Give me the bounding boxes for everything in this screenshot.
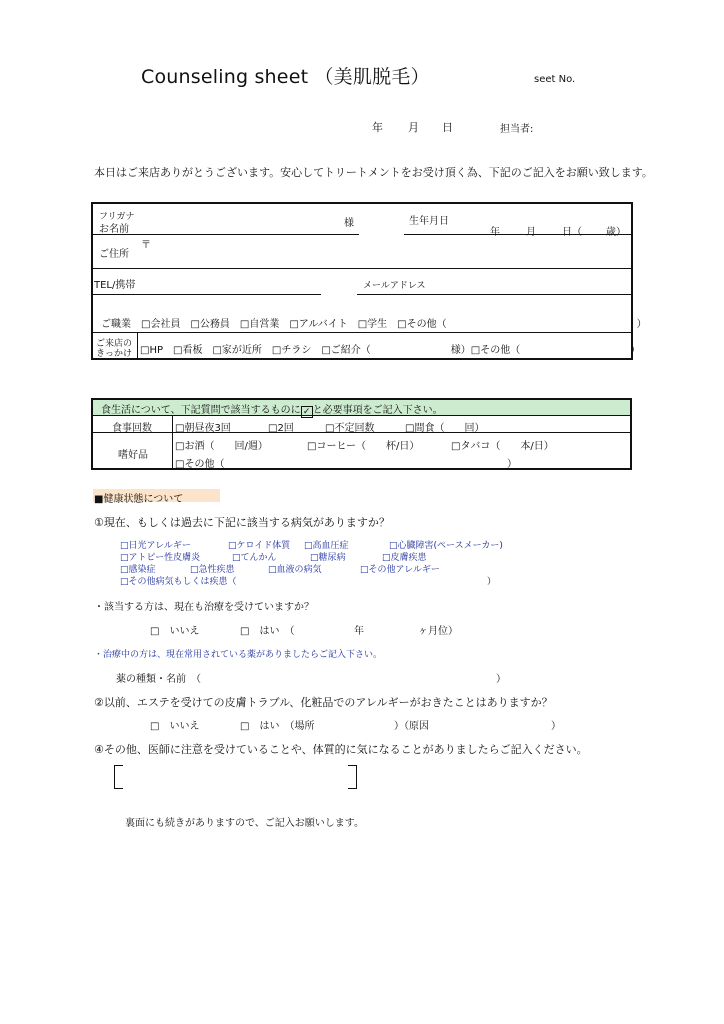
note-bracket-left — [114, 765, 123, 789]
birth-month-label: 月 — [526, 227, 536, 238]
postal-mark: 〒 — [141, 240, 151, 251]
footer-note: 裏面にも続きがありますので、ご記入お願いします。 — [125, 818, 364, 829]
disease-sun-allergy[interactable]: □日光アレルギー — [120, 541, 191, 551]
preference-other-close: ） — [507, 459, 517, 470]
divider — [93, 332, 631, 333]
intro-text: 本日はご来店ありがとうございます。安心してトリートメントをお受け頂く為、下記のご記入をお願い致します。 — [94, 166, 653, 179]
note-bracket-right — [348, 765, 357, 789]
preference-coffee[interactable]: □コーヒー（ 杯/日） — [307, 441, 420, 452]
disease-heart[interactable]: □心臓障害(ペースメーカー) — [389, 541, 503, 551]
meals-label: 食事回数 — [112, 423, 152, 434]
diet-header-pre: 食生活について、下記質問で該当するものに — [101, 405, 301, 416]
date-day-label: 日 — [442, 121, 453, 134]
tel-field[interactable] — [93, 294, 321, 295]
notes-input[interactable] — [124, 765, 348, 787]
name-field[interactable] — [93, 234, 359, 235]
staff-label: 担当者: — [500, 124, 534, 135]
disease-hypertension[interactable]: □高血圧症 — [304, 541, 349, 551]
medication-note: ・治療中の方は、現在常用されている薬がありましたらご記入下さい。 — [94, 650, 383, 660]
treatment-year-label: 年 — [354, 626, 364, 637]
disease-diabetes[interactable]: □糖尿病 — [310, 553, 346, 563]
medication-close: ） — [496, 674, 506, 685]
preference-other[interactable]: □その他（ — [175, 459, 225, 470]
address-field[interactable] — [93, 268, 631, 269]
question-1: ①現在、もしくは過去に下記に該当する病気がありますか？ — [94, 516, 390, 529]
preference-alcohol[interactable]: □お酒（ 回/週） — [175, 441, 268, 452]
birth-day-label: 日（ — [562, 227, 582, 238]
disease-epilepsy[interactable]: □てんかん — [232, 553, 277, 563]
treatment-question: ・該当する方は、現在も治療を受けていますか？ — [94, 602, 314, 613]
name-label: お名前 — [99, 224, 129, 235]
diet-header-text — [101, 401, 443, 418]
occupation-label: ご職業 — [101, 319, 131, 330]
q2-close: ） — [551, 721, 561, 732]
disease-infection[interactable]: □感染症 — [120, 565, 156, 575]
date-month-label: 月 — [408, 121, 419, 134]
disease-blood[interactable]: □血液の病気 — [268, 565, 322, 575]
birth-year-label: 年 — [490, 227, 500, 238]
disease-keloid[interactable]: □ケロイド体質 — [228, 541, 291, 551]
date-year-label: 年 — [372, 121, 383, 134]
question-4: ④その他、医師に注意を受けていることや、体質的に気になることがありましたらご記入ください。 — [94, 743, 588, 756]
personal-info-form — [91, 202, 633, 360]
address-label: ご住所 — [99, 249, 129, 260]
meals-option-irregular[interactable]: □不定回数 — [325, 423, 375, 434]
honorific-label: 様 — [344, 218, 354, 229]
treatment-yes-option[interactable]: □ はい （ — [240, 626, 295, 637]
meals-option-2x[interactable]: □2回 — [268, 423, 294, 434]
treatment-no-option[interactable]: □ いいえ — [150, 626, 200, 637]
disease-atopic[interactable]: □アトピー性皮膚炎 — [120, 553, 201, 563]
visit-reason-options[interactable]: □HP □看板 □家が近所 □チラシ □ご紹介（ 様）□その他（ ） — [140, 345, 641, 356]
visit-reason-label-2: きっかけ — [96, 349, 133, 359]
q2-yes-option[interactable]: □ はい （場所 — [240, 721, 315, 732]
treatment-months-label: ヶ月位） — [418, 626, 458, 637]
email-field[interactable] — [357, 294, 631, 295]
disease-acute[interactable]: □急性疾患 — [190, 565, 235, 575]
health-section-title: ■健康状態について — [94, 494, 184, 505]
checkmark-icon: ✓ — [301, 406, 313, 418]
birthdate-label: 生年月日 — [409, 216, 449, 227]
occupation-options[interactable]: □会社員 □公務員 □自営業 □アルバイト □学生 □その他（ ） — [141, 319, 647, 330]
sheet-number-label: seet No. — [534, 74, 576, 85]
tel-label: TEL/携帯 — [94, 280, 136, 291]
disease-skin[interactable]: □皮膚疾患 — [382, 553, 427, 563]
question-2: ②以前、エステを受けての皮膚トラブル、化粧品でのアレルギーがおきたことはありますか？ — [94, 696, 553, 709]
birthdate-field[interactable] — [404, 234, 631, 235]
age-label: 歳） — [606, 227, 626, 238]
preference-tobacco[interactable]: □タバコ（ 本/日） — [451, 441, 554, 452]
meals-option-snack[interactable]: □間食（ 回） — [405, 423, 485, 434]
divider — [172, 416, 173, 468]
disease-other-allergy[interactable]: □その他アレルギー — [360, 565, 440, 575]
disease-other-close: ） — [487, 577, 497, 587]
email-label: メールアドレス — [363, 281, 426, 291]
furigana-label: フリガナ — [99, 212, 135, 222]
q2-cause-label: ）（原因 — [394, 721, 429, 732]
medication-label[interactable]: 薬の種類・名前 （ — [116, 674, 201, 685]
preferences-label: 嗜好品 — [118, 450, 148, 461]
disease-other[interactable]: □その他病気もしくは疾患（ — [120, 577, 237, 587]
q2-no-option[interactable]: □ いいえ — [150, 721, 200, 732]
visit-reason-label: ご来店の — [96, 339, 133, 349]
diet-header-post: と必要事項をご記入下さい。 — [312, 405, 443, 416]
divider — [137, 333, 138, 358]
page-title: Counseling sheet （美肌脱毛） — [141, 66, 430, 88]
meals-option-3x[interactable]: □朝昼夜3回 — [175, 423, 231, 434]
